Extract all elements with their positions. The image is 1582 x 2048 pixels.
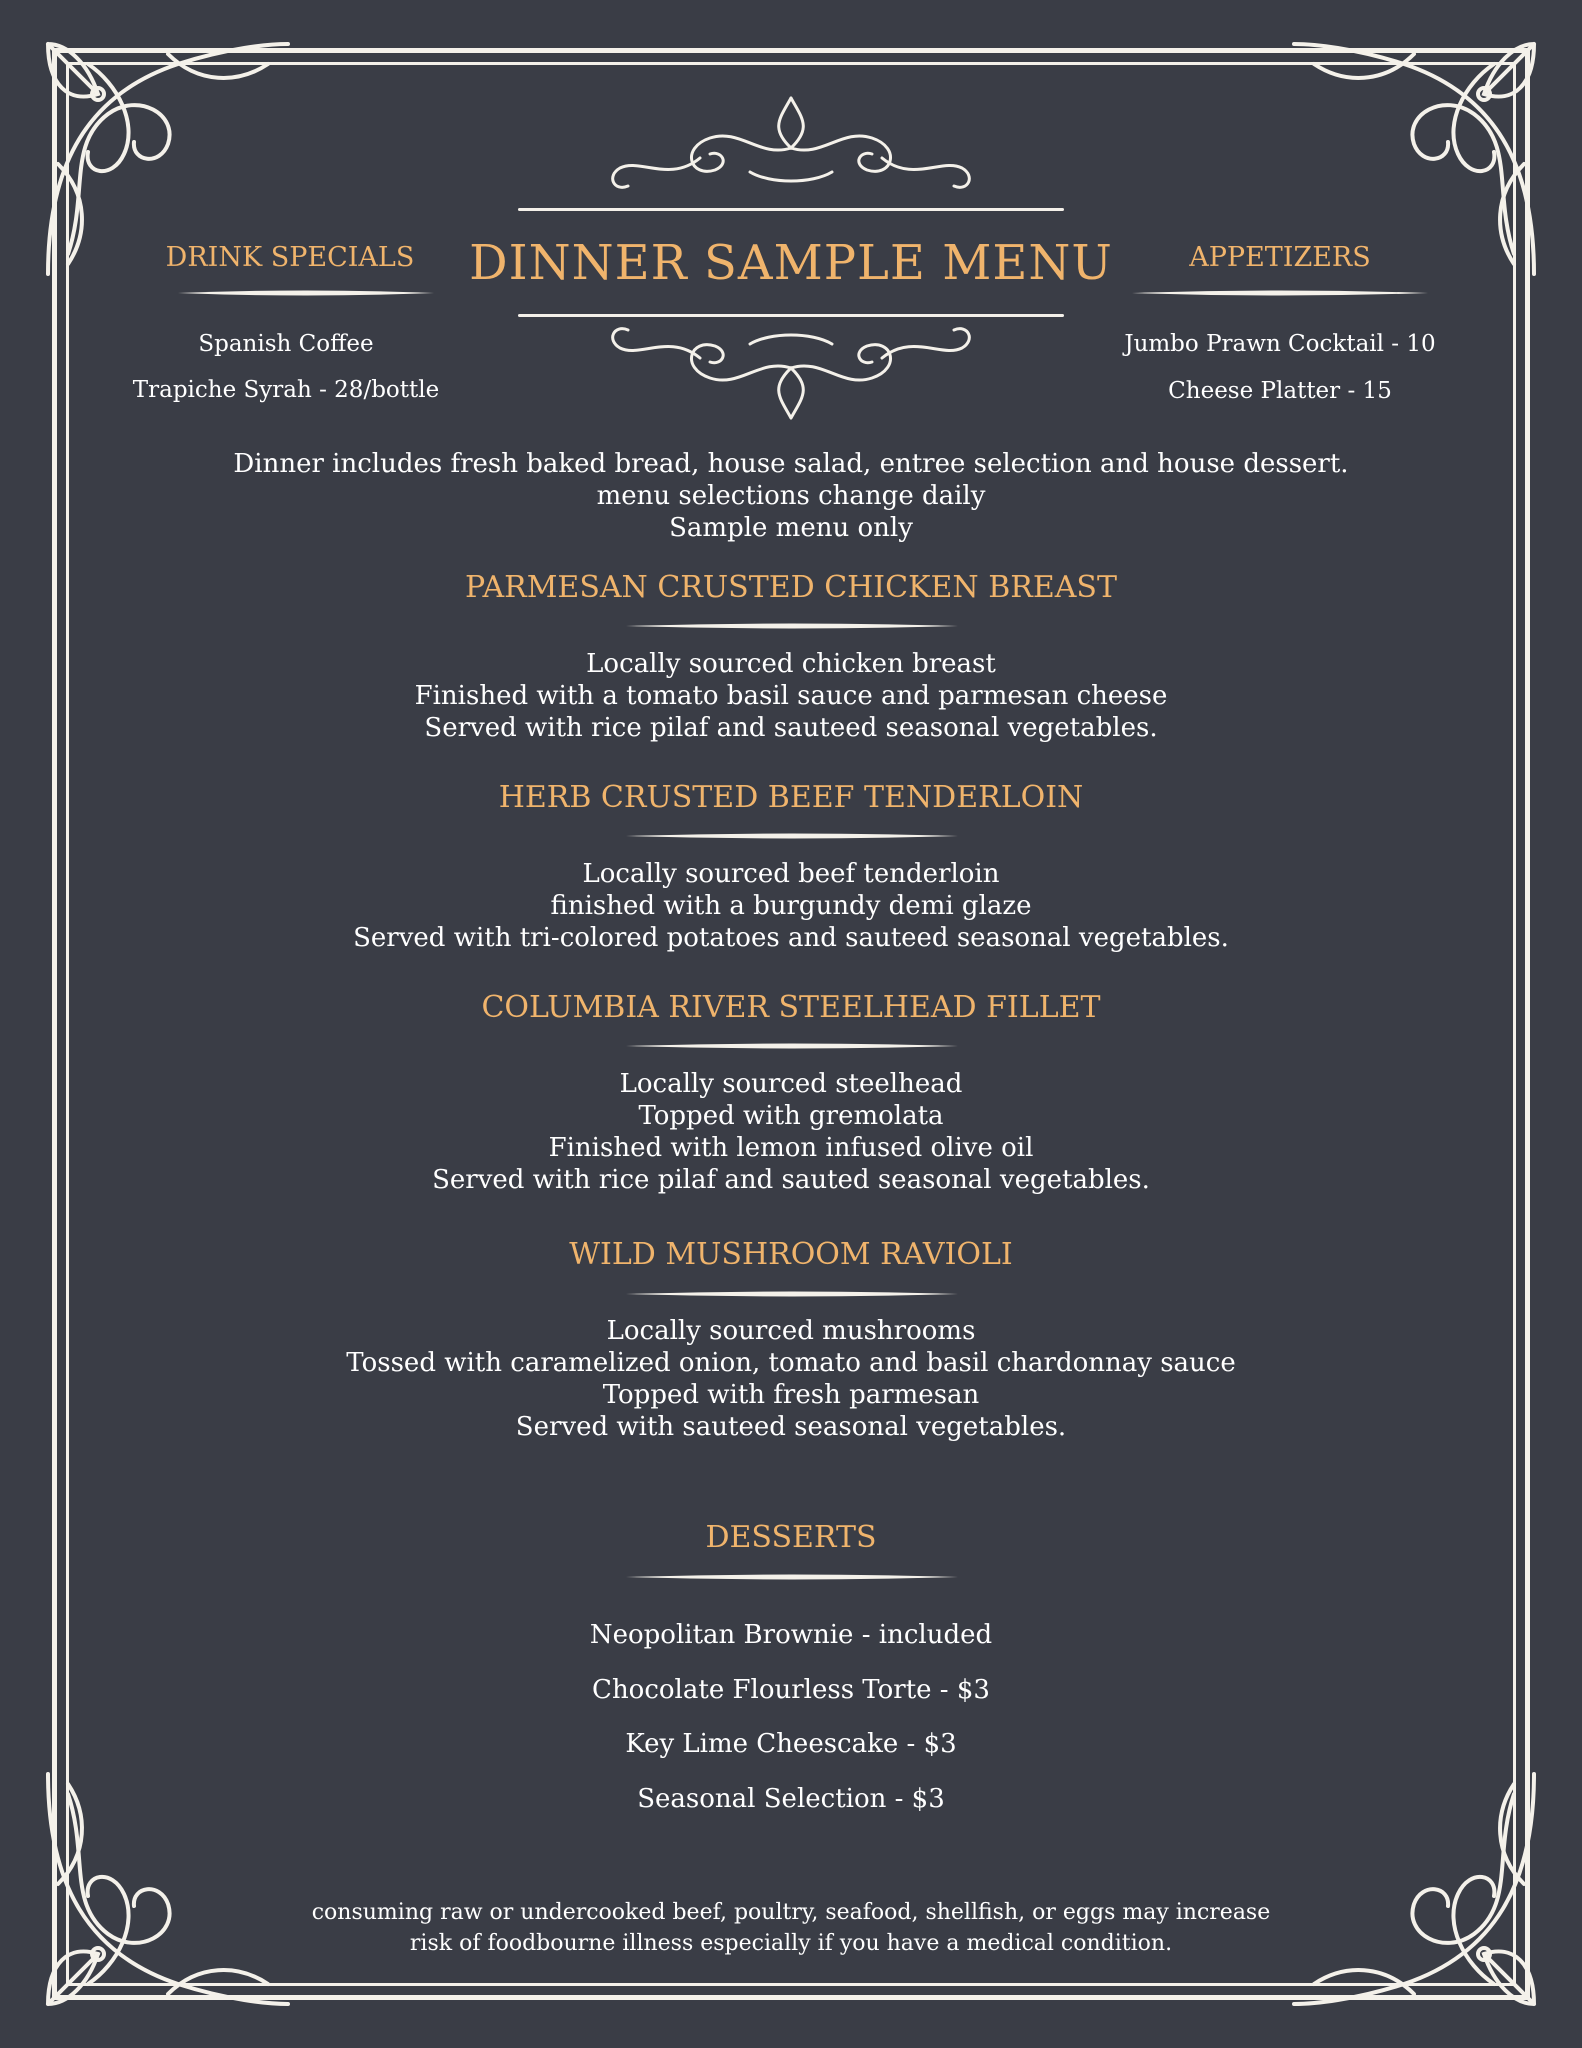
disclaimer-line: consuming raw or undercooked beef, poultry, seafood, shellfish, or eggs may increase xyxy=(311,1900,1271,1925)
dish-line: Locally sourced beef tenderloin xyxy=(582,859,1000,889)
food-safety-disclaimer xyxy=(200,1897,1382,1959)
title-ornament-bottom xyxy=(600,318,982,428)
intro-line: Dinner includes fresh baked bread, house salad, entree selection and house dessert. xyxy=(233,449,1349,479)
dish-line: Served with tri-colored potatoes and sauteed seasonal vegetables. xyxy=(353,923,1229,953)
desserts-divider xyxy=(626,1572,958,1582)
desserts-heading: DESSERTS xyxy=(705,1520,877,1555)
dish-line: Topped with gremolata xyxy=(638,1101,944,1131)
drink-item: Spanish Coffee xyxy=(198,331,374,357)
dish-title: COLUMBIA RIVER STEELHEAD FILLET xyxy=(481,990,1101,1025)
dish-line: Tossed with caramelized onion, tomato and basil chardonnay sauce xyxy=(346,1348,1236,1378)
dish-title: PARMESAN CRUSTED CHICKEN BREAST xyxy=(465,570,1117,605)
title-ornament-top xyxy=(600,88,982,198)
drink-specials-divider xyxy=(178,288,434,298)
dish-line: Locally sourced mushrooms xyxy=(606,1316,976,1346)
dish-line: Served with rice pilaf and sauteed seasonal vegetables. xyxy=(424,713,1158,743)
dish-description xyxy=(200,1068,1382,1196)
appetizers-heading: APPETIZERS xyxy=(1189,242,1371,273)
dish-divider xyxy=(626,1289,958,1299)
appetizers-divider xyxy=(1132,288,1428,298)
dessert-item: Key Lime Cheescake - $3 xyxy=(625,1729,957,1759)
dish-line: finished with a burgundy demi glaze xyxy=(550,891,1032,921)
dish-title: WILD MUSHROOM RAVIOLI xyxy=(569,1237,1013,1272)
dish-line: Locally sourced steelhead xyxy=(619,1069,963,1099)
dish-divider xyxy=(626,621,958,631)
dish-line: Topped with fresh parmesan xyxy=(602,1380,980,1410)
dish-line: Served with sauteed seasonal vegetables. xyxy=(515,1412,1067,1442)
dish-divider xyxy=(626,831,958,841)
title-rule-bottom xyxy=(518,314,1064,317)
dessert-item: Chocolate Flourless Torte - $3 xyxy=(592,1675,990,1705)
dish-line: Served with rice pilaf and sauted seasonal vegetables. xyxy=(432,1165,1150,1195)
appetizer-item: Jumbo Prawn Cocktail - 10 xyxy=(1124,331,1436,357)
drink-specials-heading: DRINK SPECIALS xyxy=(165,242,415,273)
appetizer-item: Cheese Platter - 15 xyxy=(1168,378,1392,404)
intro-line: menu selections change daily xyxy=(596,481,986,511)
dish-description xyxy=(200,1315,1382,1443)
dessert-item: Seasonal Selection - $3 xyxy=(637,1784,945,1814)
intro-text xyxy=(200,448,1382,544)
intro-line: Sample menu only xyxy=(669,513,913,543)
dish-line: Finished with lemon infused olive oil xyxy=(548,1133,1034,1163)
title-rule-top xyxy=(518,208,1064,211)
drink-item: Trapiche Syrah - 28/bottle xyxy=(132,377,440,403)
menu-title: DINNER SAMPLE MENU xyxy=(469,235,1113,291)
dessert-item: Neopolitan Brownie - included xyxy=(589,1620,993,1650)
dish-title: HERB CRUSTED BEEF TENDERLOIN xyxy=(498,780,1084,815)
dish-divider xyxy=(626,1041,958,1051)
disclaimer-line: risk of foodbourne illness especially if you have a medical condition. xyxy=(409,1931,1173,1956)
dish-description xyxy=(200,858,1382,954)
dish-description xyxy=(200,648,1382,744)
dish-line: Finished with a tomato basil sauce and parmesan cheese xyxy=(414,681,1168,711)
dish-line: Locally sourced chicken breast xyxy=(586,649,996,679)
